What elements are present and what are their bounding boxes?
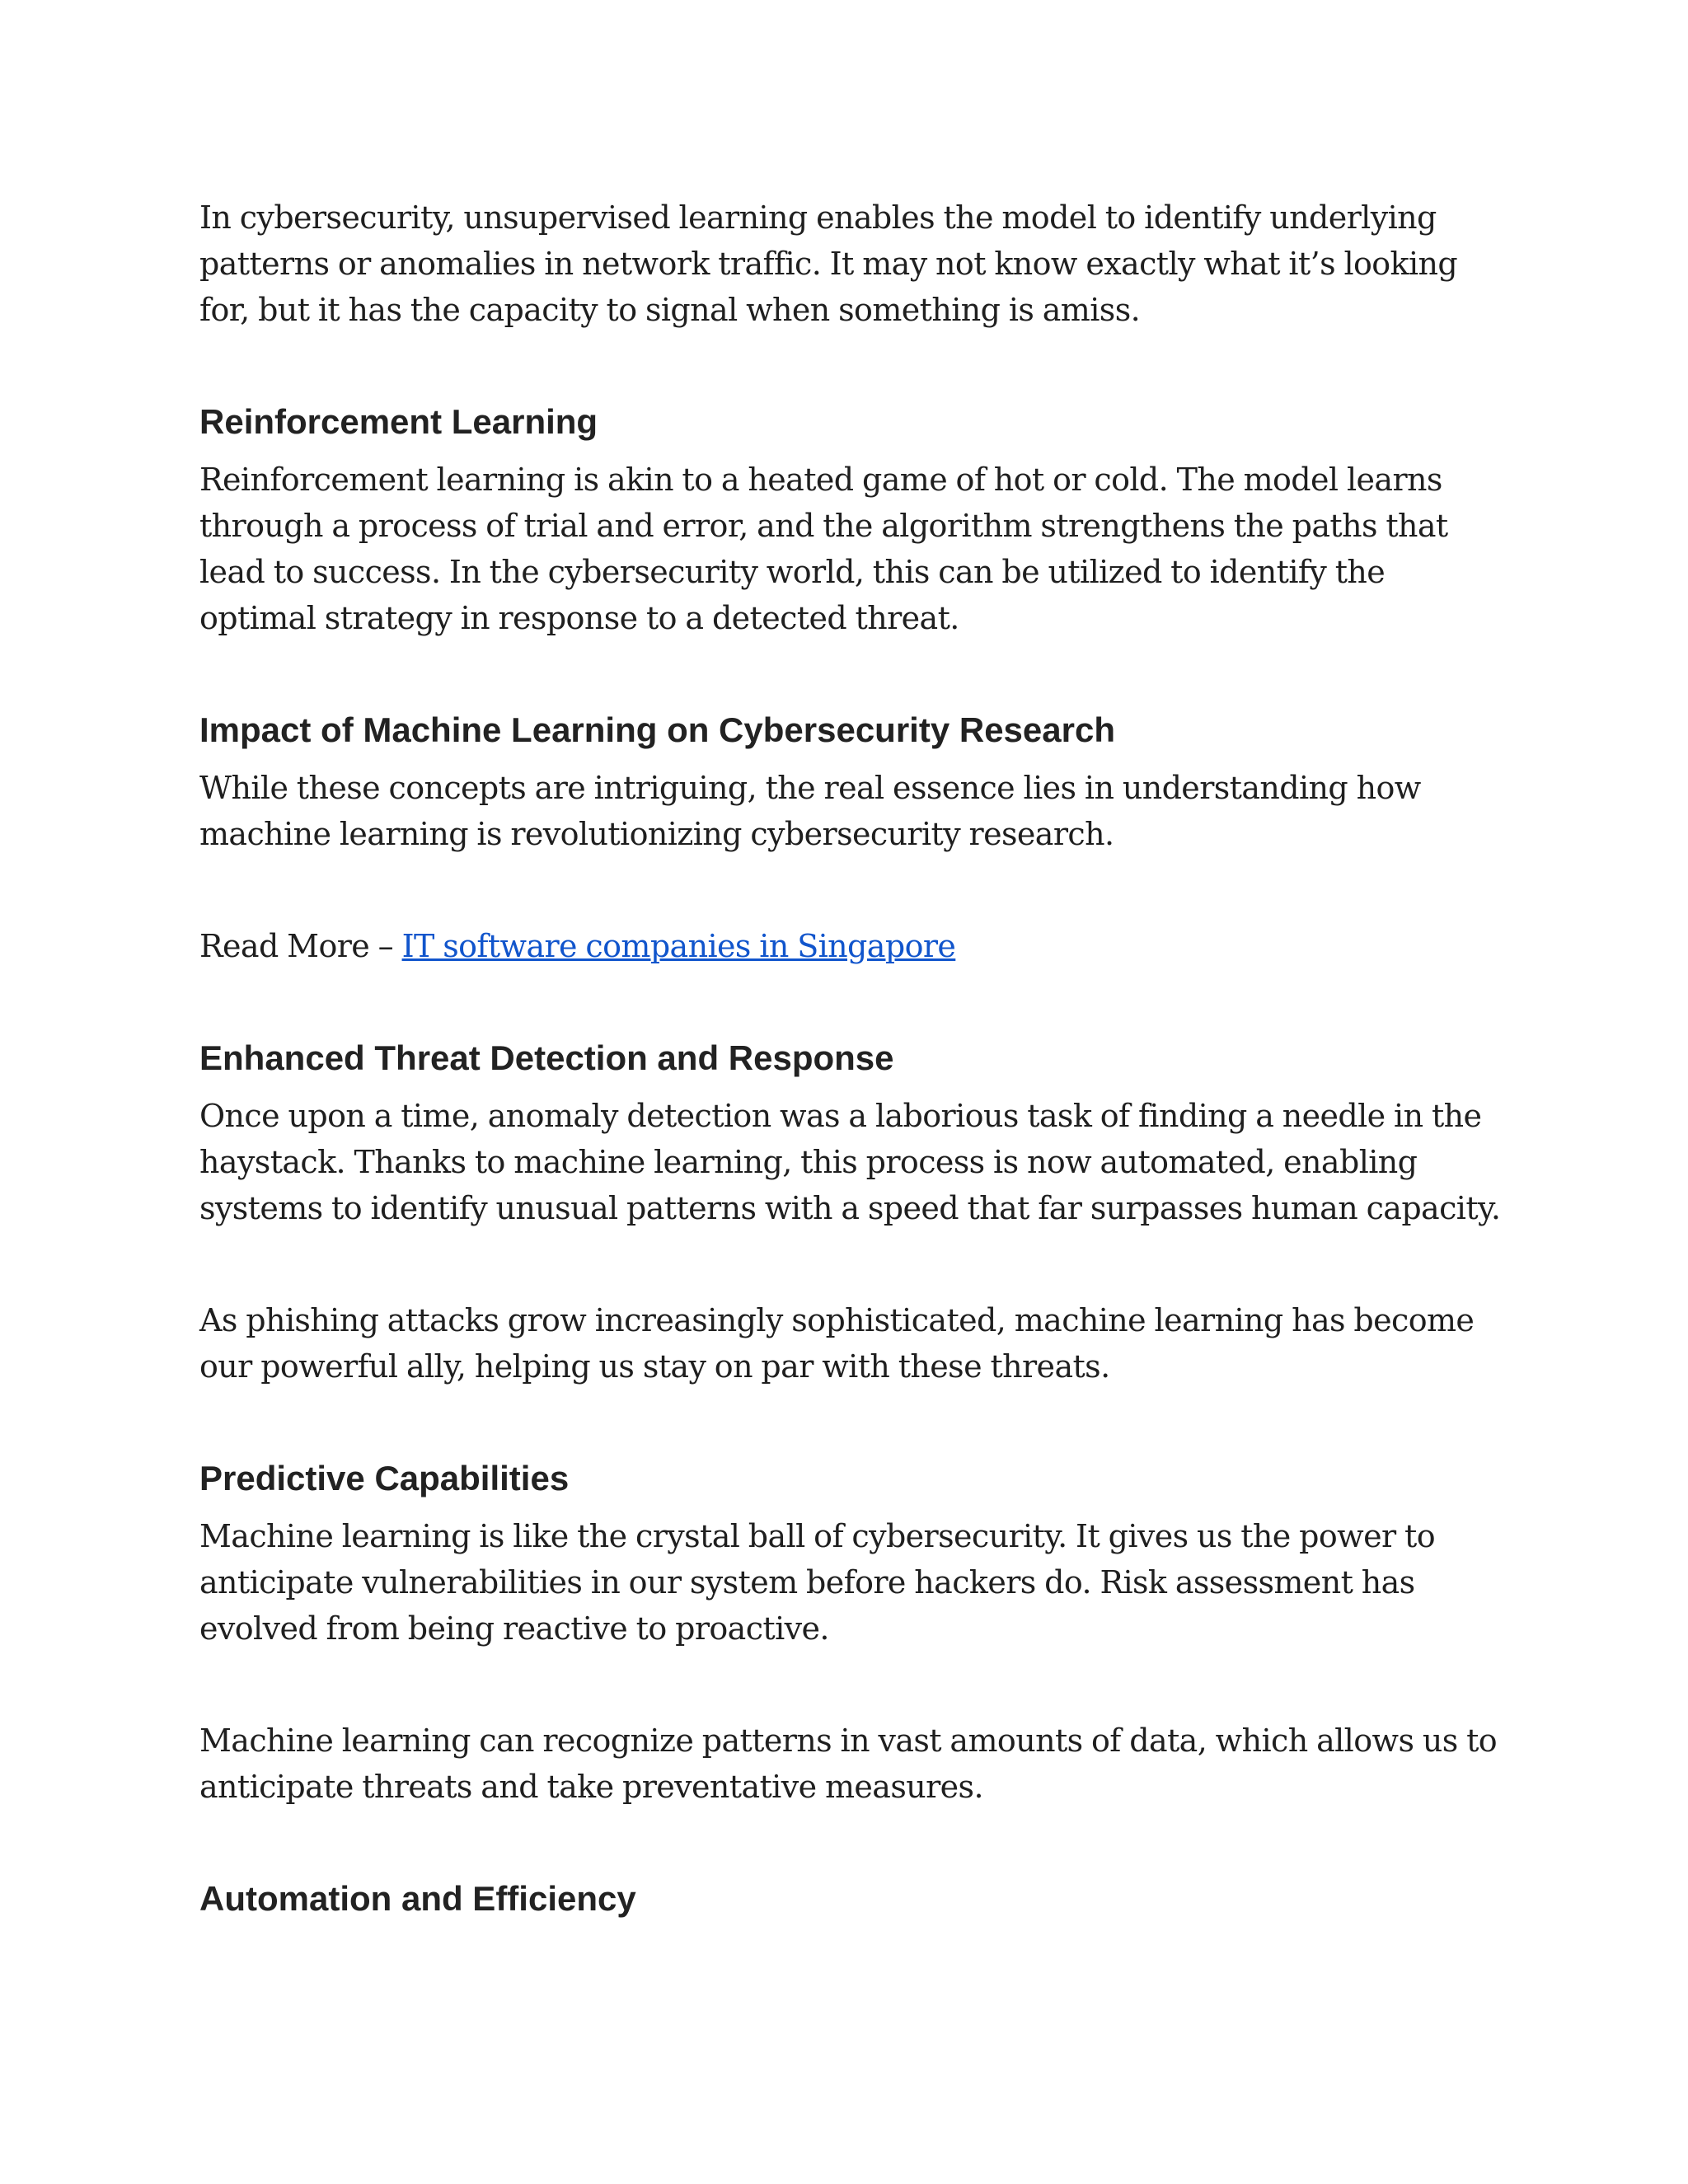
threat-detection-paragraph-2: As phishing attacks grow increasingly sophisticated, machine learning has become our powerful ally, helping us stay on par with these threats. <box>199 1302 1475 1385</box>
intro-paragraph: In cybersecurity, unsupervised learning enables the model to identify underlying patterns or anomalies in network traffic. It may not know exactly what it’s looking for, but it has the capacity to signal when something is amiss. <box>199 199 1458 328</box>
read-more-prefix: Read More – <box>199 928 402 964</box>
threat-detection-heading: Enhanced Threat Detection and Response <box>199 1038 894 1077</box>
predictive-paragraph-2: Machine learning can recognize patterns in vast amounts of data, which allows us to anticipate threats and take preventative measures. <box>199 1722 1498 1805</box>
reinforcement-learning-paragraph: Reinforcement learning is akin to a heated game of hot or cold. The model learns through a process of trial and error, and the algorithm strengthens the paths that lead to success. In the cybersecurity world, this can be utilized to identify the optimal strategy in response to a detected threat. <box>199 462 1448 636</box>
automation-heading: Automation and Efficiency <box>199 1879 636 1918</box>
impact-heading: Impact of Machine Learning on Cybersecurity Research <box>199 710 1115 749</box>
predictive-paragraph-1: Machine learning is like the crystal ball of cybersecurity. It gives us the power to anticipate vulnerabilities in our system before hackers do. Risk assessment has evolved from being reactive to proactive. <box>199 1518 1435 1647</box>
predictive-capabilities-heading: Predictive Capabilities <box>199 1459 570 1497</box>
document-page <box>199 194 1502 1922</box>
threat-detection-paragraph-1: Once upon a time, anomaly detection was a laborious task of finding a needle in the haystack. Thanks to machine learning, this process is now automated, enabling systems to identify unusual patterns with a speed that far surpasses human capacity. <box>199 1098 1501 1226</box>
reinforcement-learning-heading: Reinforcement Learning <box>199 402 598 441</box>
impact-paragraph: While these concepts are intriguing, the real essence lies in understanding how machine learning is revolutionizing cybersecurity research. <box>199 770 1421 852</box>
read-more-line <box>199 923 1502 969</box>
read-more-link[interactable]: IT software companies in Singapore <box>401 928 956 964</box>
